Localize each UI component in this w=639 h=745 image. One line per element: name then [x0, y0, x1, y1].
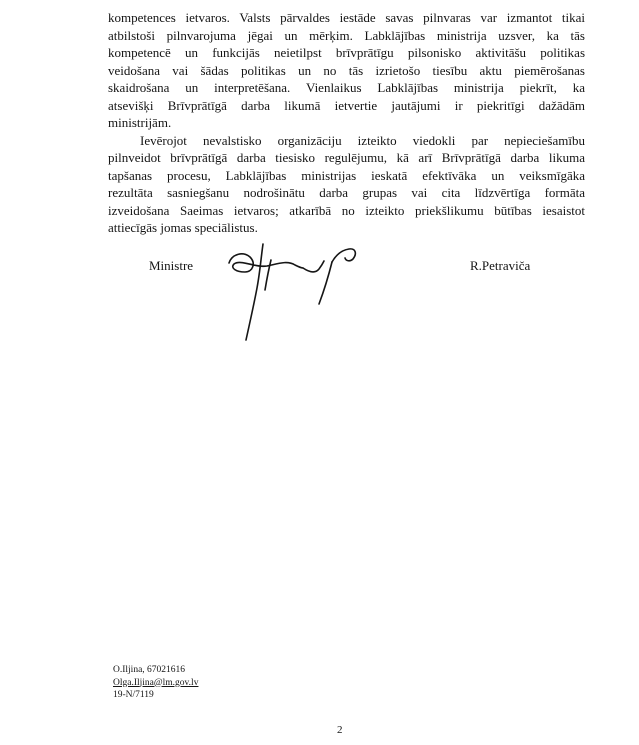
text-line: kompetencē un funkcijās neietilpst brīvprātīgu pilsonisko aktivitāšu politikas	[108, 45, 585, 60]
signature-stroke	[319, 262, 332, 304]
contact-footer	[113, 664, 198, 702]
text-line: pilnveidot brīvprātīgā darba tiesisko regulējumu, kā arī Brīvprātīgā darba likuma	[108, 150, 585, 165]
text-line: Ievērojot nevalstisko organizāciju izteikto viedokli par nepieciešamību	[140, 132, 585, 148]
text-line: atbilstoši pilnvarojuma jēgai un mērķim. Labklājības ministrija uzsver, ka tās	[108, 27, 585, 43]
text-line: kompetences ietvaros. Valsts pārvaldes iestāde savas pilnvaras var izmantot tikai	[108, 10, 585, 25]
signature-stroke	[229, 254, 303, 272]
text-line: izveidošana Saeimas ietvaros; atkarībā no izteikto priekšlikumu būtības iesaistot	[108, 202, 585, 218]
author-line: O.Iljina, 67021616	[113, 665, 186, 675]
signature-stroke	[332, 249, 355, 262]
paragraph	[108, 132, 585, 237]
text-line: ministrijām.	[108, 115, 172, 130]
text-line: atsevišķi Brīvprātīgā darba likumā ietvertie jautājumi ir piekritīgi dažādām	[108, 97, 585, 113]
reference-number: 19-N/7119	[113, 690, 154, 700]
paragraph	[108, 9, 585, 132]
text-line: tapšanas procesu, Labklājības ministrijas ieskatā efektīvāka un veiksmīgāka	[108, 167, 585, 183]
letter-body	[108, 9, 585, 237]
text-line: rezultāta sasniegšanu nodrošinātu darba grupas vai cita līdzvērtīga formāta	[108, 185, 585, 200]
signature-stroke	[265, 260, 271, 290]
page-number: 2	[337, 724, 343, 736]
signature-stroke	[246, 244, 263, 340]
text-line: veidošana vai šādas politikas un no tās izrietošo tiesību aktu piemērošanas	[108, 62, 585, 78]
text-line: skaidrošana un interpretēšana. Vienlaikus Labklājības ministrija piekrīt, ka	[108, 80, 585, 95]
signatory-position: Ministre	[149, 258, 194, 273]
signatory-name: R.Petraviča	[470, 258, 531, 273]
author-email: Olga.Iljina@lm.gov.lv	[113, 677, 199, 688]
handwritten-signature	[215, 238, 365, 348]
text-line: attiecīgās jomas speciālistus.	[108, 220, 258, 235]
signature-stroke	[303, 261, 324, 272]
